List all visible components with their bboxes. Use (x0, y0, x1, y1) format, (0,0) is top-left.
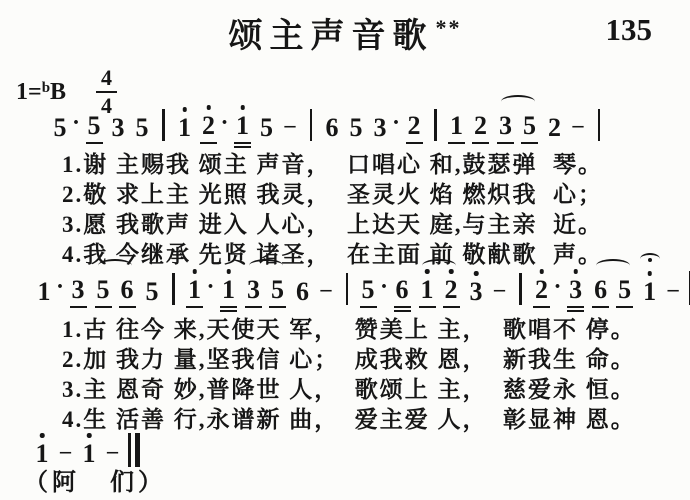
jianpu-note: 1 (220, 262, 237, 308)
dash-extension: – (494, 276, 506, 301)
amen-text: （阿 们） (24, 470, 166, 496)
jianpu-note: 2 (548, 113, 562, 142)
jianpu-note: 5 (521, 98, 538, 144)
jianpu-note: 2 (406, 98, 423, 144)
duration-dot: · (380, 274, 389, 300)
jianpu-note: 5 (135, 113, 149, 142)
jianpu-note: 3 (468, 264, 485, 308)
octave-dot-icon (647, 271, 652, 276)
jianpu-note: 5 (616, 262, 633, 308)
slur-group (415, 262, 463, 308)
jianpu-note: 5 (269, 262, 286, 308)
octave-dot-icon (573, 269, 578, 274)
jianpu-note: 5 (349, 113, 363, 142)
jianpu-note: 3 (70, 262, 87, 308)
jianpu-note: 1 (34, 426, 51, 470)
octave-dot-icon (182, 107, 187, 112)
verse-bottom-2: 2.加 我力 量,坚我信 心； 成我救 恩， 新我生 命。 (62, 347, 636, 372)
jianpu-note: 1 (81, 426, 98, 470)
jianpu-note: 2 (200, 98, 217, 144)
dash-extension: – (60, 438, 71, 463)
jianpu-note: 5 (260, 113, 274, 142)
jianpu-note: 5 (53, 113, 67, 142)
hymn-title: 颂主声音歌 (228, 18, 434, 55)
octave-dot-icon (40, 433, 45, 438)
octave-dot-icon (425, 269, 430, 274)
jianpu-note: 5 (145, 277, 159, 306)
duration-dot: · (206, 274, 215, 300)
octave-dot-icon (226, 269, 231, 274)
barline (162, 109, 165, 141)
dash-extension: – (320, 276, 332, 301)
barline (519, 273, 522, 305)
duration-dot: · (220, 110, 229, 136)
verse-bottom-4: 4.生 活善 行,永谱新 曲， 爱主爱 人， 彰显神 恩。 (62, 407, 636, 432)
barline (310, 109, 313, 141)
verse-top-4: 4.我 今继承 先贤 诸圣， 在主面 前 敬献歌 声。 (62, 242, 603, 267)
jianpu-note: 1 (176, 100, 193, 144)
jianpu-note: 1 (641, 264, 658, 308)
title-row (0, 8, 690, 57)
duration-dot: · (392, 110, 401, 136)
octave-dot-icon (206, 105, 211, 110)
jianpu-note: 6 (119, 262, 136, 308)
jianpu-note: 5 (86, 98, 103, 144)
melody-line-1 (48, 98, 608, 144)
jianpu-note: 3 (373, 113, 387, 142)
jianpu-note: 2 (443, 262, 460, 308)
jianpu-note: 2 (472, 98, 489, 144)
flat-symbol: b (41, 79, 51, 96)
jianpu-note: 2 (533, 262, 550, 308)
key-letter: B (50, 78, 67, 105)
jianpu-note: 3 (245, 262, 262, 308)
jianpu-note: 1 (448, 98, 465, 144)
key-prefix: 1= (16, 78, 42, 105)
octave-dot-icon (192, 269, 197, 274)
title-asterisks: ** (435, 15, 462, 40)
verse-bottom-1: 1.古 往今 来,天使天 军， 赞美上 主， 歌唱不 停。 (62, 317, 636, 342)
jianpu-note: 3 (497, 98, 514, 144)
jianpu-note: 6 (592, 262, 609, 308)
jianpu-note: 3 (111, 113, 125, 142)
meter-numerator: 4 (96, 66, 117, 93)
fermata-icon (640, 253, 660, 265)
jianpu-note: 5 (360, 262, 377, 308)
jianpu-note: 1 (419, 262, 436, 308)
slur-group (242, 262, 290, 308)
duration-dot: · (56, 274, 65, 300)
verse-bottom-3: 3.主 恩奇 妙,普降世 人， 歌颂上 主， 慈爱永 恒。 (62, 377, 636, 402)
dash-extension: – (107, 438, 118, 463)
jianpu-note: 5 (95, 262, 112, 308)
hymn-number: 135 (605, 12, 652, 47)
octave-dot-icon (87, 433, 92, 438)
jianpu-note: 3 (567, 262, 584, 308)
jianpu-note: 1 (37, 277, 51, 306)
dash-extension: – (572, 112, 584, 137)
jianpu-note: 1 (234, 98, 251, 144)
slur-group (91, 262, 139, 308)
slur-group (589, 262, 637, 308)
duration-dot: · (553, 274, 562, 300)
dash-extension: – (284, 112, 296, 137)
verse-top-3: 3.愿 我歌声 进入 人心， 上达天 庭,与主亲 近。 (62, 212, 603, 237)
octave-dot-icon (240, 105, 245, 110)
dash-extension: – (667, 276, 679, 301)
verse-top-1: 1.谢 主赐我 颂主 声音， 口唱心 和,鼓瑟弹 琴。 (62, 152, 603, 177)
octave-dot-icon (539, 269, 544, 274)
jianpu-note: 6 (325, 113, 339, 142)
melody-line-2 (32, 262, 690, 308)
jianpu-note: 6 (394, 262, 411, 308)
meter-denominator: 4 (101, 93, 113, 118)
slur-group (494, 98, 542, 144)
barline (346, 273, 349, 305)
jianpu-note: 6 (296, 277, 310, 306)
barline (598, 109, 601, 141)
verse-top-2: 2.敬 求上主 光照 我灵， 圣灵火 焰 燃炽我 心； (62, 182, 603, 207)
octave-dot-icon (474, 271, 479, 276)
duration-dot: · (72, 110, 81, 136)
barline (172, 273, 175, 305)
barline (434, 109, 437, 141)
jianpu-note: 1 (186, 262, 203, 308)
octave-dot-icon (449, 269, 454, 274)
